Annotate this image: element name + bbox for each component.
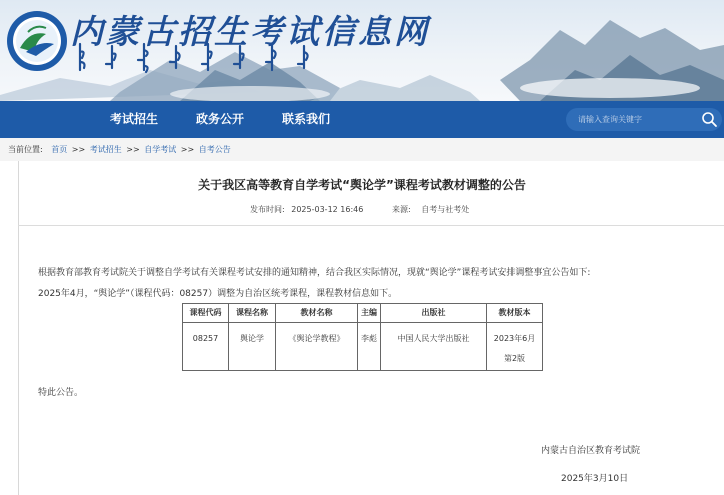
source-value: 自考与社考处: [421, 205, 470, 214]
article-paragraph-1: 根据教育部教育考试院关于调整自学考试有关课程考试安排的通知精神，结合我区实际情况，现就“舆论学”课程考试安排调整事宜公告如下:: [38, 268, 591, 278]
breadcrumb-exam-enrollment[interactable]: 考试招生: [89, 145, 122, 154]
article-signature: 内蒙古自治区教育考试院: [541, 446, 641, 456]
cell-edition-number: 第2版: [503, 354, 526, 363]
nav-item-government-affairs[interactable]: 政务公开: [196, 112, 245, 126]
header-course-name: 课程名称: [229, 304, 276, 323]
table-header-row: [183, 304, 543, 323]
article-paragraph-2: 2025年4月，“舆论学”（课程代码：08257）调整为自治区统考课程，课程教材信息如下。: [38, 289, 398, 299]
cell-textbook-name: 《舆论学教程》: [276, 323, 358, 371]
publish-time-label: 发布时间:: [250, 205, 285, 214]
header-editor: 主编: [358, 304, 381, 323]
breadcrumb-label: 当前位置:: [8, 145, 43, 154]
search-input[interactable]: [578, 111, 696, 128]
search-icon[interactable]: [701, 111, 718, 128]
site-logo[interactable]: [6, 10, 68, 72]
nav-item-exam-enrollment[interactable]: 考试招生: [110, 112, 159, 126]
article-source: [392, 204, 469, 215]
cell-edition: [487, 323, 543, 371]
search-box: [566, 108, 722, 131]
course-table: [182, 303, 543, 371]
source-label: 来源:: [392, 205, 411, 214]
breadcrumb-separator: >>: [71, 145, 86, 154]
cell-edition-date: 2023年6月: [493, 334, 536, 343]
nav-item-contact-us[interactable]: 联系我们: [282, 112, 331, 126]
header-textbook-name: 教材名称: [276, 304, 358, 323]
header-publisher: 出版社: [381, 304, 487, 323]
breadcrumb-self-study-notice[interactable]: 自考公告: [198, 145, 231, 154]
breadcrumb-separator: >>: [126, 145, 140, 154]
publish-time: [250, 204, 363, 215]
site-banner: [0, 0, 724, 101]
article-date: 2025年3月10日: [561, 474, 629, 484]
breadcrumb-self-study-exam[interactable]: 自学考试: [144, 145, 177, 154]
cell-course-code: 08257: [183, 323, 229, 371]
article-title: 关于我区高等教育自学考试“舆论学”课程考试教材调整的公告: [198, 178, 526, 192]
cell-course-name: 舆论学: [229, 323, 276, 371]
breadcrumb-separator: >>: [180, 145, 195, 154]
header-course-code: 课程代码: [183, 304, 229, 323]
cell-publisher: 中国人民大学出版社: [381, 323, 487, 371]
table-row: [183, 323, 543, 371]
mongolian-script-logo: [72, 42, 332, 74]
site-title: 内蒙古招生考试信息网: [70, 12, 430, 51]
header-edition: 教材版本: [487, 304, 543, 323]
title-divider: [18, 225, 724, 226]
cell-editor: 李彪: [358, 323, 381, 371]
breadcrumb-home[interactable]: 首页: [51, 145, 68, 154]
breadcrumb: [0, 138, 724, 161]
article-closing: 特此公告。: [38, 388, 84, 398]
publish-time-value: 2025-03-12 16:46: [291, 205, 364, 214]
